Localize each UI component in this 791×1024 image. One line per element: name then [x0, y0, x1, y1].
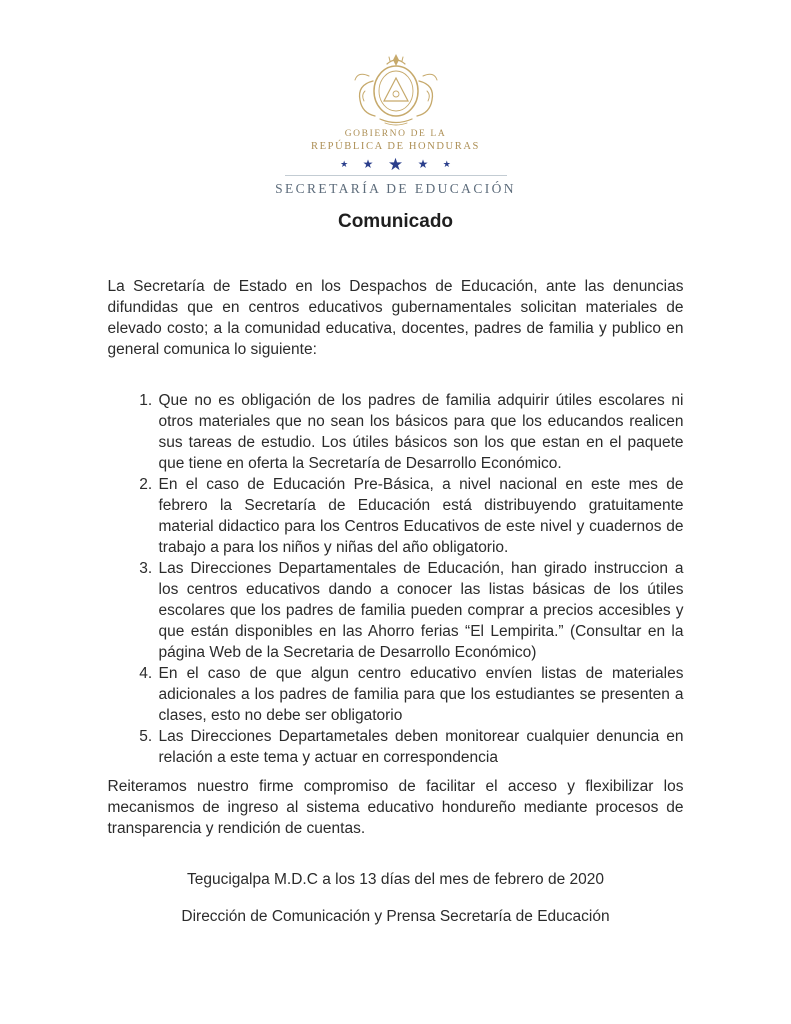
- list-item: 3. Las Direcciones Departamentales de Educación, han girado instruccion a los centros educativos dando a conocer las listas básicas de los útiles escolares que los padres de familia pueden comprar a precios accesibles y que están disponibles en las Ahorro ferias “El Lempirita.” (Consultar en la página Web de la Secretaria de Desarrollo Económico): [157, 558, 684, 663]
- five-stars-row: [108, 156, 684, 173]
- list-item: 2. En el caso de Educación Pre-Básica, a nivel nacional en este mes de febrero la Secretaría de Educación está distribuyendo gratuitamente material didactico para los Centros Educativos de este nivel y cuadernos de trabajo a para los niños y niñas del año obligatorio.: [157, 474, 684, 558]
- star-icon: ★: [387, 155, 404, 175]
- list-item: 1. Que no es obligación de los padres de familia adquirir útiles escolares ni otros materiales que no sean los básicos para que los educandos realicen sus tareas de estudio. Los útiles básicos son los que estan en el paquete que tiene en oferta la Secretaría de Desarrollo Económico.: [157, 390, 684, 474]
- secretariat-name: SECRETARÍA DE EDUCACIÓN: [275, 181, 516, 196]
- star-icon: ★: [442, 159, 451, 170]
- government-name-line1: GOBIERNO DE LA: [344, 129, 447, 139]
- letterhead-divider: [285, 175, 507, 176]
- document-title: Comunicado: [337, 211, 454, 232]
- government-name-line2: REPÚBLICA DE HONDURAS: [311, 141, 480, 152]
- list-item: 4. En el caso de que algun centro educativo envíen listas de materiales adicionales a los padres de familia para que los estudiantes se presenten a clases, esto no debe ser obligatorio: [157, 663, 684, 726]
- date-line: Tegucigalpa M.D.C a los 13 días del mes de febrero de 2020: [186, 871, 605, 888]
- letterhead: [108, 0, 684, 197]
- list-item: 5. Las Direcciones Departametales deben monitorear cualquier denuncia en relación a este tema y actuar en correspondencia: [157, 726, 684, 768]
- numbered-list: [108, 390, 684, 768]
- signature-line: Dirección de Comunicación y Prensa Secretaría de Educación: [181, 908, 610, 925]
- closing-paragraph: Reiteramos nuestro firme compromiso de facilitar el acceso y flexibilizar los mecanismos de ingreso al sistema educativo hondureño mediante procesos de transparencia y rendición de cuentas.: [107, 778, 684, 837]
- honduras-coat-of-arms-icon: [347, 53, 445, 127]
- document-content: [108, 0, 684, 926]
- star-icon: ★: [417, 157, 429, 172]
- star-icon: ★: [362, 157, 374, 172]
- intro-paragraph: La Secretaría de Estado en los Despachos de Educación, ante las denuncias difundidas que en centros educativos gubernamentales solicitan materiales de elevado costo; a la comunidad educativa, docentes, padres de familia y publico en general comunica lo siguiente:: [107, 278, 684, 358]
- star-icon: ★: [340, 159, 349, 170]
